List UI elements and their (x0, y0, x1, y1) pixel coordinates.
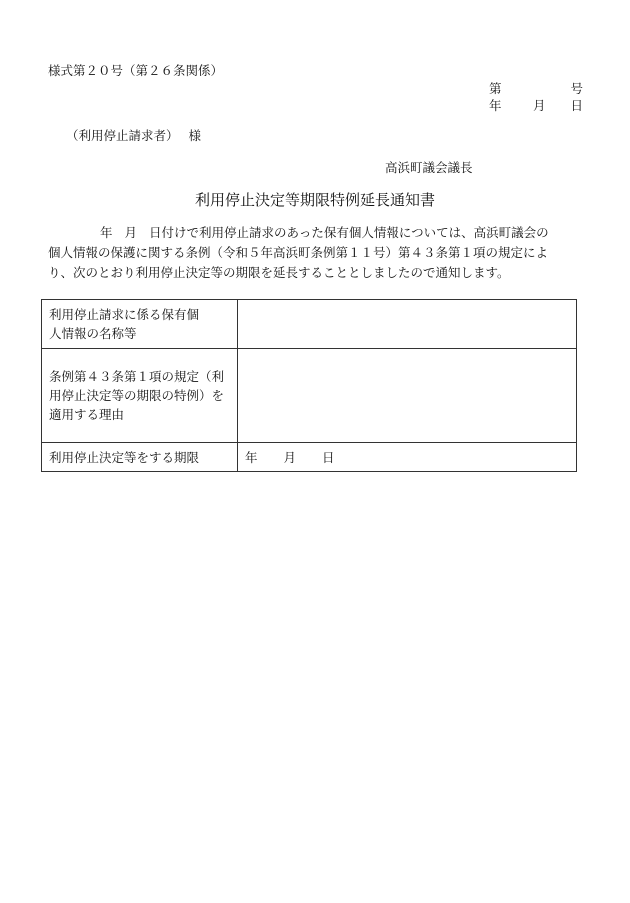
body-month: 月 (124, 225, 138, 240)
recipient (66, 128, 201, 144)
table-row (42, 443, 577, 472)
document-date-year: 年 (489, 98, 502, 113)
document-date-day: 日 (570, 98, 583, 113)
recipient-honorific: 様 (188, 128, 202, 143)
document-date-month: 月 (533, 98, 546, 113)
row1-label-line: 利用停止請求に係る保有個 (49, 307, 200, 322)
row1-label (42, 300, 238, 349)
row3-label: 利用停止決定等をする期限 (42, 443, 238, 472)
row1-value (238, 300, 577, 349)
info-table (41, 299, 577, 472)
deadline-day: 日 (322, 449, 335, 465)
body-line-1-rest: 日付けで利用停止請求のあった保有個人情報については、高浜町議会の (149, 225, 549, 240)
table-row (42, 349, 577, 443)
body-line-2: 個人情報の保護に関する条例（令和５年高浜町条例第１１号）第４３条第１項の規定によ (48, 245, 549, 260)
row2-label-line: 用停止決定等の期限の特例）を (49, 388, 225, 403)
document-title: 利用停止決定等期限特例延長通知書 (194, 191, 435, 209)
deadline-month: 月 (283, 449, 297, 465)
row2-value (238, 349, 577, 443)
recipient-name: （利用停止請求者） (66, 128, 179, 143)
row2-label-line: 条例第４３条第１項の規定（利 (49, 369, 225, 384)
body-line-1 (48, 223, 580, 243)
body-line-3: り、次のとおり利用停止決定等の期限を延長することとしましたので通知します。 (48, 265, 510, 280)
body-text (48, 223, 580, 283)
document-number-suffix: 号 (570, 81, 583, 96)
document-number-prefix: 第 (489, 81, 502, 96)
table-row (42, 300, 577, 349)
deadline-year: 年 (245, 449, 258, 465)
sender: 高浜町議会議長 (385, 160, 473, 175)
form-number: 様式第２０号（第２６条関係） (48, 63, 224, 78)
row3-value (238, 443, 577, 472)
row1-label-line: 人情報の名称等 (49, 326, 137, 341)
body-year: 年 (100, 225, 113, 240)
row2-label-line: 適用する理由 (49, 407, 125, 422)
row2-label (42, 349, 238, 443)
